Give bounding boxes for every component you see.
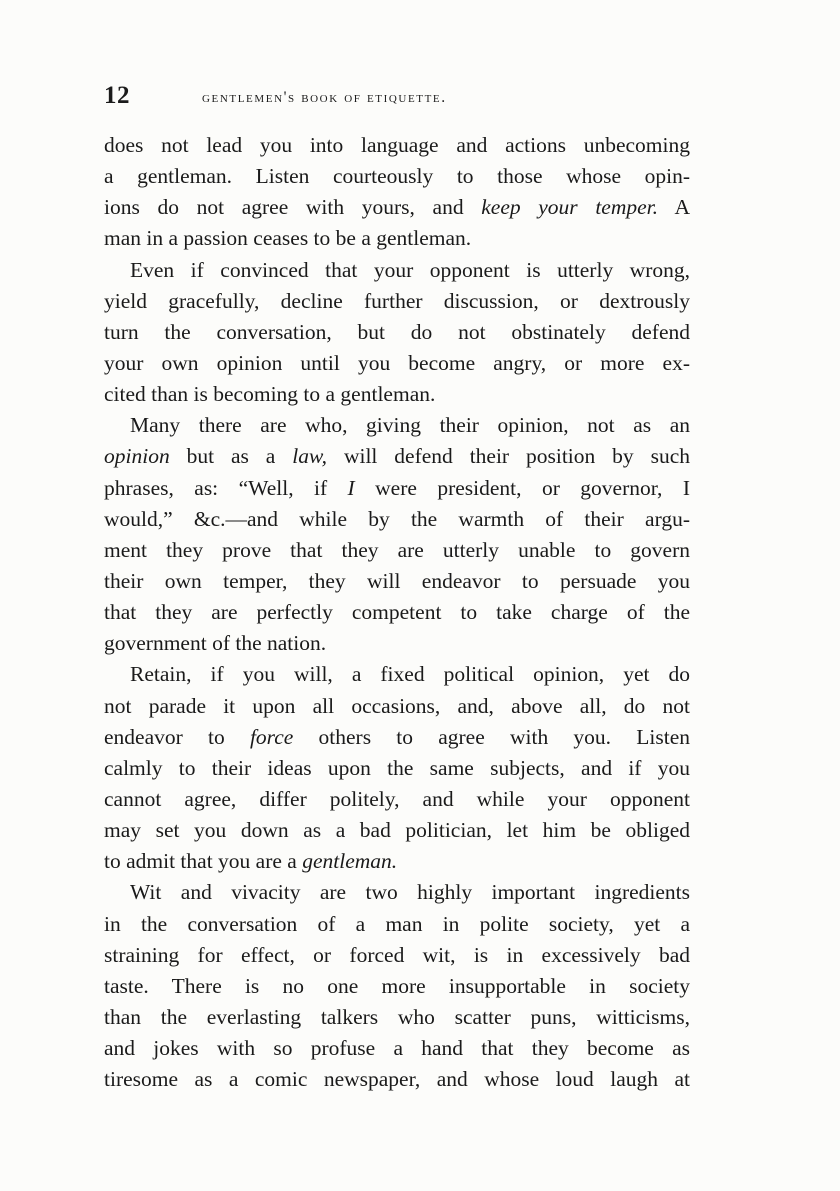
text-segment: will defend their position by such: [327, 444, 690, 469]
text-segment: and jokes with so profuse a hand that they become as: [104, 1036, 690, 1061]
text-line: [104, 1002, 690, 1033]
italic-text: I: [347, 475, 355, 500]
text-line: [104, 628, 690, 659]
running-title: gentlemen's book of etiquette.: [202, 89, 447, 106]
text-segment: straining for effect, or forced wit, is in excessively bad: [104, 942, 690, 967]
text-line: [104, 223, 690, 254]
text-line: [104, 971, 690, 1002]
text-line: [104, 877, 690, 908]
text-segment: A: [658, 195, 690, 220]
text-segment: ions do not agree with yours, and: [104, 195, 482, 220]
page-header: [104, 82, 704, 112]
italic-text: force: [249, 724, 294, 749]
italic-text: keep your temper.: [481, 195, 659, 220]
text-line: [104, 909, 690, 940]
text-segment: your own opinion until you become angry, or more ex-: [104, 350, 690, 375]
text-segment: not parade it upon all occasions, and, above all, do not: [104, 693, 690, 718]
text-segment: Wit and vivacity are two highly important ingredients: [130, 880, 690, 905]
italic-text: law,: [292, 444, 328, 469]
text-line: [104, 659, 690, 690]
text-segment: but as a: [169, 444, 293, 469]
text-line: [104, 504, 690, 535]
text-segment: tiresome as a comic newspaper, and whose loud laugh at: [104, 1067, 690, 1092]
text-segment: Many there are who, giving their opinion, not as an: [130, 413, 690, 438]
text-line: [104, 379, 690, 410]
text-segment: calmly to their ideas upon the same subjects, and if you: [104, 755, 690, 780]
text-segment: cited than is becoming to a gentleman.: [104, 382, 436, 407]
text-segment: does not lead you into language and actions unbecoming: [104, 133, 690, 157]
text-line: [104, 691, 690, 722]
text-segment: a gentleman. Listen courteously to those whose opin-: [104, 164, 690, 189]
text-line: [104, 846, 690, 877]
text-segment: others to agree with you. Listen: [293, 724, 690, 749]
text-segment: than the everlasting talkers who scatter puns, witticisms,: [104, 1004, 690, 1029]
text-line: [104, 130, 690, 161]
text-segment: cannot agree, differ politely, and while your opponent: [104, 786, 690, 811]
text-line: [104, 441, 690, 472]
text-segment: their own temper, they will endeavor to persuade you: [104, 568, 690, 593]
text-line: [104, 255, 690, 286]
text-segment: Even if convinced that your opponent is utterly wrong,: [130, 257, 690, 282]
body-text: [104, 130, 690, 1095]
text-line: [104, 286, 690, 317]
text-segment: ment they prove that they are utterly unable to govern: [104, 537, 690, 562]
text-line: [104, 753, 690, 784]
text-segment: yield gracefully, decline further discussion, or dextrously: [104, 288, 690, 313]
text-segment: government of the nation.: [104, 631, 327, 656]
text-segment: turn the conversation, but do not obstinately defend: [104, 319, 690, 344]
text-line: [104, 597, 690, 628]
text-line: [104, 566, 690, 597]
text-segment: that they are perfectly competent to take charge of the: [104, 600, 690, 625]
text-segment: man in a passion ceases to be a gentleman.: [104, 226, 472, 251]
text-segment: may set you down as a bad politician, let him be obliged: [104, 818, 690, 843]
text-segment: would,” &c.—and while by the warmth of their argu-: [104, 506, 690, 531]
text-line: [104, 161, 690, 192]
text-segment: phrases, as: “Well, if: [104, 475, 348, 500]
text-line: [104, 1064, 690, 1095]
text-line: [104, 815, 690, 846]
text-line: [104, 535, 690, 566]
text-line: [104, 348, 690, 379]
text-line: [104, 410, 690, 441]
text-line: [104, 722, 690, 753]
text-line: [104, 317, 690, 348]
text-segment: taste. There is no one more insupportable in society: [104, 973, 690, 998]
text-segment: were president, or governor, I: [354, 475, 690, 500]
text-line: [104, 192, 690, 223]
text-line: [104, 473, 690, 504]
text-segment: Retain, if you will, a fixed political opinion, yet do: [130, 662, 690, 687]
text-line: [104, 1033, 690, 1064]
text-line: [104, 940, 690, 971]
text-segment: in the conversation of a man in polite society, yet a: [104, 911, 690, 936]
italic-text: opinion: [104, 444, 170, 469]
text-line: [104, 784, 690, 815]
text-segment: endeavor to: [104, 724, 250, 749]
italic-text: gentleman.: [302, 849, 398, 874]
text-segment: to admit that you are a: [104, 849, 303, 874]
page-number: 12: [104, 82, 130, 109]
